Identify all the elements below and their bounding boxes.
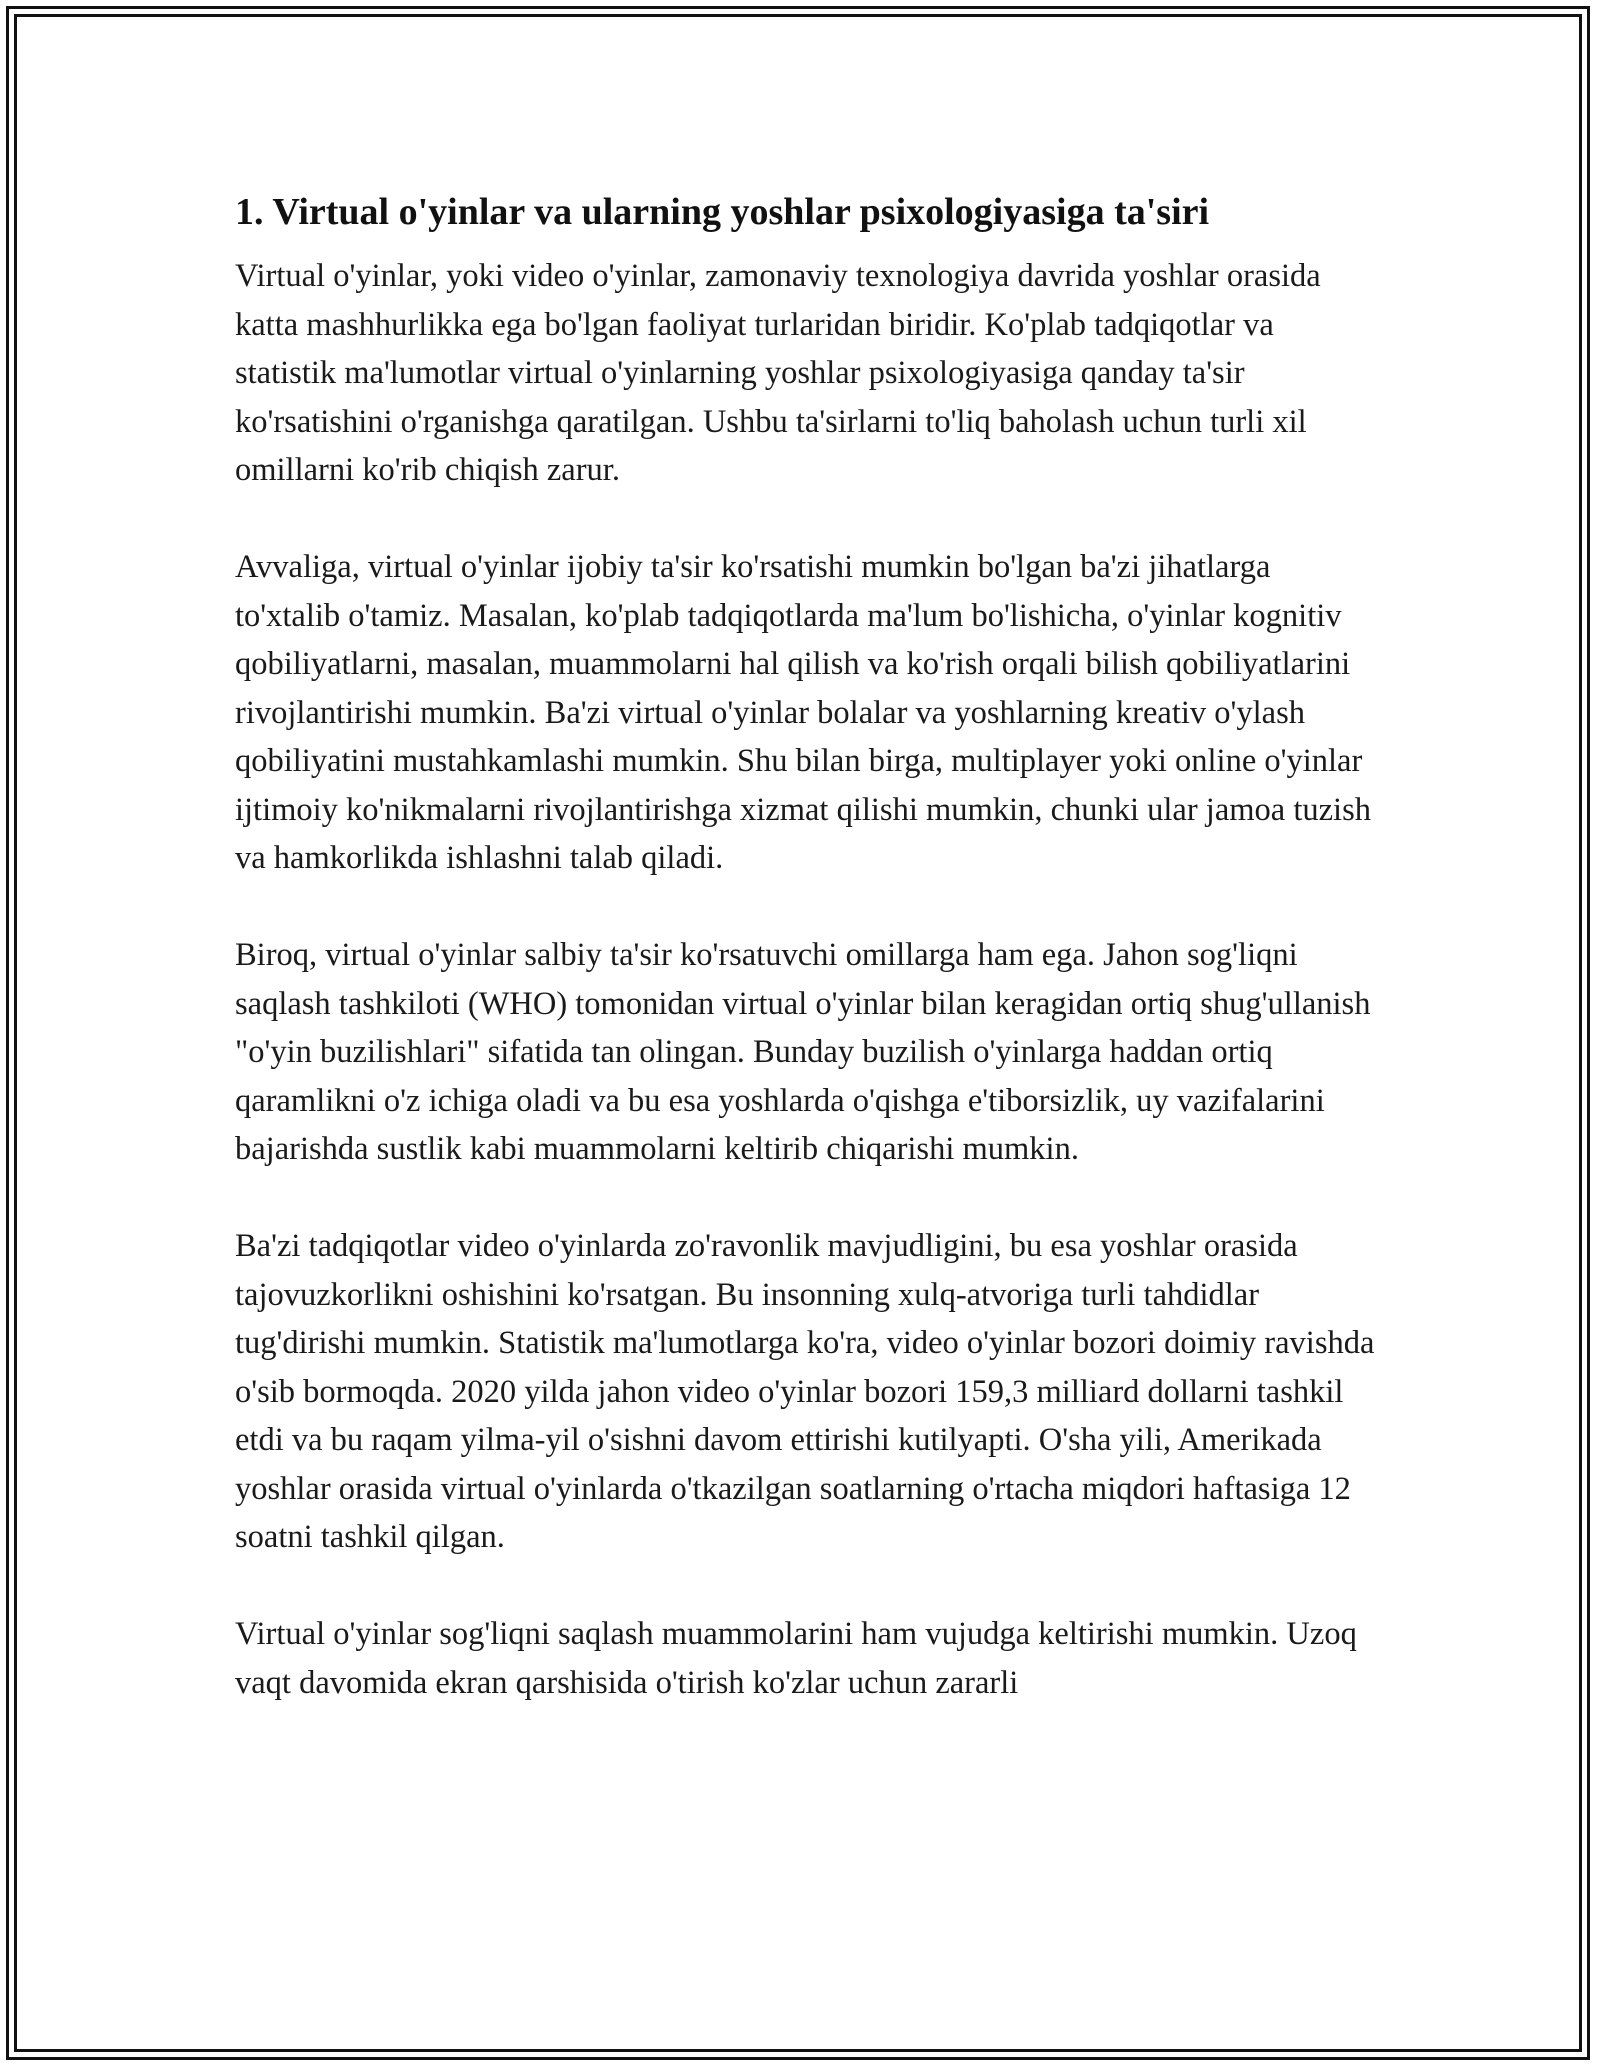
paragraph-positive-effects: Avvaliga, virtual o'yinlar ijobiy ta'sir ko'rsatishi mumkin bo'lgan ba'zi jihatlarga to'xtalib o'tamiz. Masalan, ko'plab tadqiqotlarda ma'lum bo'lishicha, o'yinlar kognitiv qobiliyatlarni, masalan, muammolarni hal qilish va ko'rish orqali bilish qobiliyatlarini rivojlantirishi mumkin. Ba'zi virtual o'yinlar bolalar va yoshlarning kreativ o'ylash qobiliyatini mustahkamlashi mumkin. Shu bilan birga, multiplayer yoki online o'yinlar ijtimoiy ko'nikmalarni rivojlantirishga xizmat qilishi mumkin, chunki ular jamoa tuzish va hamkorlikda ishlashni talab qiladi. (235, 549, 1371, 876)
paragraph-intro: Virtual o'yinlar, yoki video o'yinlar, zamonaviy texnologiya davrida yoshlar orasida katta mashhurlikka ega bo'lgan faoliyat turlaridan biridir. Ko'plab tadqiqotlar va statistik ma'lumotlar virtual o'yinlarning yoshlar psixologiyasiga qanday ta'sir ko'rsatishini o'rganishga qaratilgan. Ushbu ta'sirlarni to'liq baholash uchun turli xil omillarni ko'rib chiqish zarur. (235, 258, 1321, 488)
paragraph-health-issues: Virtual o'yinlar sog'liqni saqlash muammolarini ham vujudga keltirishi mumkin. Uzoq vaqt davomida ekran qarshisida o'tirish ko'zlar uchun zararli (235, 1616, 1357, 1701)
document-body (235, 186, 1375, 1756)
section-title: 1. Virtual o'yinlar va ularning yoshlar psixologiyasiga ta'siri (235, 191, 1210, 233)
paragraph-negative-effects: Biroq, virtual o'yinlar salbiy ta'sir ko'rsatuvchi omillarga ham ega. Jahon sog'liqni saqlash tashkiloti (WHO) tomonidan virtual o'yinlar bilan keragidan ortiq shug'ullanish "o'yin buzilishlari" sifatida tan olingan. Bunday buzilish o'yinlarga haddan ortiq qaramlikni o'z ichiga oladi va bu esa yoshlarda o'qishga e'tiborsizlik, uy vazifalarini bajarishda sustlik kabi muammolarni keltirib chiqarishi mumkin. (235, 937, 1371, 1167)
paragraph-statistics: Ba'zi tadqiqotlar video o'yinlarda zo'ravonlik mavjudligini, bu esa yoshlar orasida tajovuzkorlikni oshishini ko'rsatgan. Bu insonning xulq-atvoriga turli tahdidlar tug'dirishi mumkin. Statistik ma'lumotlarga ko'ra, video o'yinlar bozori doimiy ravishda o'sib bormoqda. 2020 yilda jahon video o'yinlar bozori 159,3 milliard dollarni tashkil etdi va bu raqam yilma-yil o'sishni davom ettirishi kutilyapti. O'sha yili, Amerikada yoshlar orasida virtual o'yinlarda o'tkazilgan soatlarning o'rtacha miqdori haftasiga 12 soatni tashkil qilgan. (235, 1228, 1375, 1555)
